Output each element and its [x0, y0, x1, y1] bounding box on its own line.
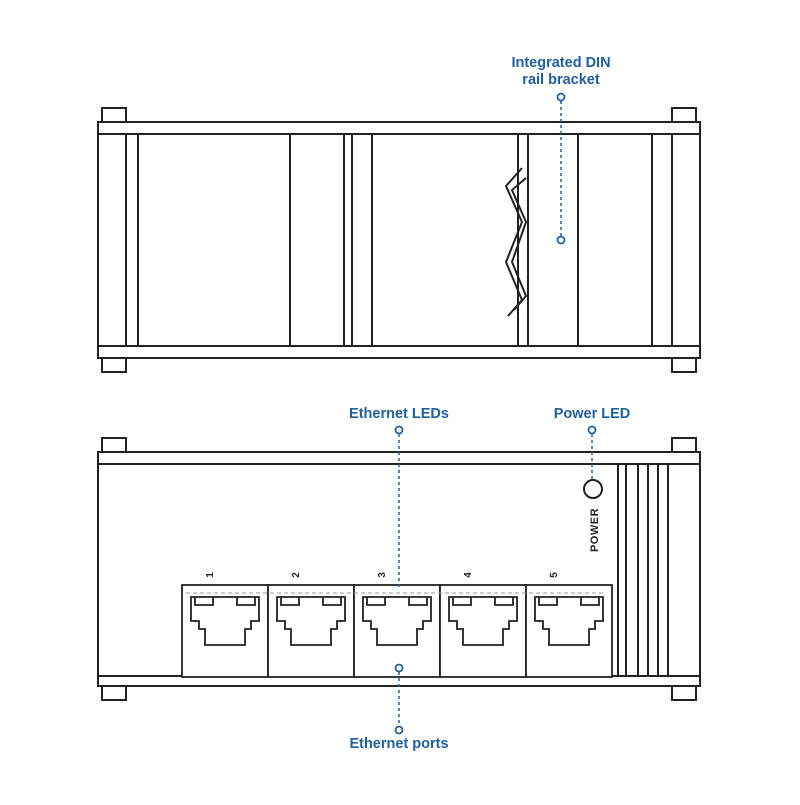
ethernet-ports — [182, 572, 612, 677]
din-rail-label-line1: Integrated DIN — [511, 55, 611, 71]
ethernet-port — [440, 585, 526, 677]
ethernet-leds-label: Ethernet LEDs — [349, 406, 449, 422]
ethernet-port — [182, 585, 268, 677]
port-number-label: 5 — [549, 572, 560, 578]
ethernet-ports-label: Ethernet ports — [349, 736, 449, 752]
power-led-label: Power LED — [553, 406, 631, 422]
din-rail-label-line2: rail bracket — [522, 72, 600, 88]
ethernet-port — [526, 585, 612, 677]
port-number-label: 2 — [291, 572, 302, 578]
top-view-body — [98, 122, 700, 358]
port-number-label: 4 — [463, 572, 474, 578]
ethernet-port — [354, 585, 440, 677]
power-led — [584, 480, 602, 498]
port-number-label: 1 — [205, 572, 216, 578]
port-number-label: 3 — [377, 572, 388, 578]
top-view — [98, 108, 700, 372]
power-label: POWER — [589, 507, 601, 553]
ethernet-port — [268, 585, 354, 677]
